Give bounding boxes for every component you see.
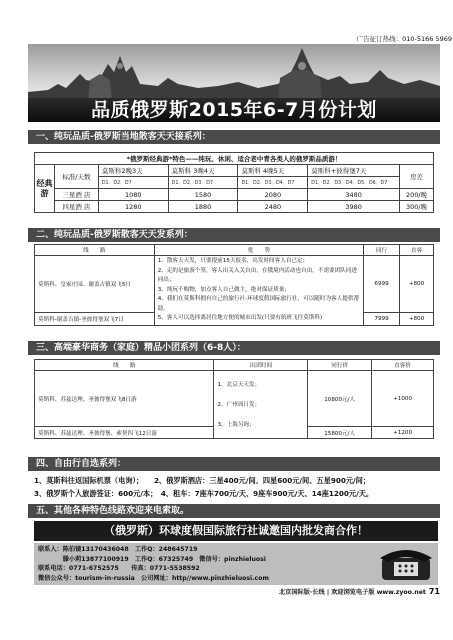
room-diff-cell: 300/晚	[400, 201, 434, 213]
departure-item: 3、上海另询；	[217, 421, 255, 428]
departure-item: 2、广州周日发；	[217, 401, 261, 408]
ad-hotline: 广告征订热线：010-5166 5969	[356, 35, 452, 43]
route-name: 莫斯科-谢盖吉镇-圣彼得堡双飞7日	[35, 312, 155, 325]
contact-line: 滕小莉13877100919 工作Q：67325749 微信号：pinzhieluosi	[38, 555, 266, 563]
header-departure: 出团时间	[214, 360, 308, 371]
daily-departure-table	[34, 244, 434, 326]
direct-price: +1200	[372, 427, 434, 439]
col-msk-4d: 莫斯科 3晚4天	[168, 165, 238, 177]
direct-price: +800	[400, 312, 434, 325]
price-cell: 1580	[168, 189, 238, 201]
price-cell: 3480	[308, 189, 400, 201]
days-5d: D1、D2、D3、D4、D7	[238, 177, 308, 189]
table-row	[35, 201, 434, 213]
price-cell: 2080	[238, 189, 308, 201]
advantage-item: 3、纯玩不购物，加点客人自己做主，绝对保证质量；	[157, 286, 290, 293]
list-item: 3、俄罗斯个人旅游签证：600元/本； 4、租车：7座车700元/天、9座车900元/天、14座1200元/天。	[34, 489, 374, 498]
room-diff-cell: 200/晚	[400, 189, 434, 201]
banner-title: 品质俄罗斯2015年6-7月份计划	[28, 98, 440, 122]
departure-times	[214, 371, 308, 439]
price-cell: 2480	[238, 201, 308, 213]
hotel-standard: 四星酒 店	[54, 201, 98, 213]
peer-price: 15800元/人	[308, 427, 372, 439]
table-row	[35, 189, 434, 201]
header-direct: 直客价	[372, 360, 434, 371]
self-service-list	[34, 474, 438, 500]
peer-price: 7999	[364, 312, 400, 325]
days-7d: D1、D2、D3、D4、D5、D6、D7	[308, 177, 400, 189]
col-msk-spb-7d: 莫斯科+彼得堡7天	[308, 165, 400, 177]
col-msk-5d: 莫斯科 4晚5天	[238, 165, 308, 177]
premium-group-table	[34, 359, 434, 439]
telephone-icon	[378, 546, 434, 582]
header-route: 线 路	[35, 360, 214, 371]
section-5-title: 五、其他各种特色线路欢迎来电索取。	[28, 504, 440, 518]
peer-price: 6999	[364, 256, 400, 313]
header-peer: 同行价	[308, 360, 372, 371]
page-footer	[200, 587, 440, 596]
header-route: 线 路	[35, 245, 155, 256]
days-3d: D1、D2、D7	[98, 177, 168, 189]
section-1-title: 一、纯玩品质-俄罗斯当地散客天天接系列：	[28, 130, 440, 144]
contact-line: 联系电话：0771-6752575 传真：0771-5538592	[38, 565, 200, 572]
section-2-title: 二、纯玩品质-俄罗斯散客天天发系列：	[28, 228, 440, 242]
section-4-title: 四、自由行自选系列：	[28, 457, 440, 471]
banner	[28, 44, 440, 122]
peer-price: 10800元/人	[308, 371, 372, 427]
contact-lines	[38, 545, 269, 583]
departure-item: 1、北京天天发；	[217, 381, 261, 388]
direct-price: +1000	[372, 371, 434, 427]
advantage-item: 5、客人可以选择离居住地方便的城市出发(只要有航班飞往莫斯科)	[157, 315, 323, 321]
price-cell: 1280	[98, 201, 168, 213]
page-number: 71	[428, 587, 440, 596]
direct-price: +800	[400, 256, 434, 313]
list-item: 1、莫斯科往返国际机票（电询）； 2、俄罗斯酒店：三星400元/间、四星600元/间、五星900元/间；	[34, 476, 371, 485]
days-4d: D1、D2、D3、D7	[168, 177, 238, 189]
contact-box	[34, 543, 438, 585]
classic-tour-note-row: *俄罗斯经典游*特色——纯玩、休闲、适合老中青各类人的俄罗斯品质游！	[35, 153, 434, 165]
col-msk-3d: 莫斯科2晚3天	[98, 165, 168, 177]
route-name: 莫斯科、苏兹达理、圣彼得堡、索契四飞12日游	[35, 427, 214, 439]
advantage-item: 4、我们在莫斯科拥有自己的旅行社-环球度假国际旅行社，可以随时为客人提供帮助。	[157, 296, 360, 312]
section-3-title: 三、高端豪华商务（家庭）精品小团系列（6-8人）：	[28, 341, 440, 355]
col-standard: 标准/天数	[54, 165, 98, 189]
advantage-item: 2、走的是旅游个签，客人出关入关自由，在俄境内活动也自由，不需要团队同进同出；	[157, 267, 358, 283]
route-name: 莫斯科、苏兹达理、圣彼得堡双飞8日游	[35, 371, 214, 427]
classic-tour-grid	[34, 152, 434, 213]
price-cell: 1080	[98, 189, 168, 201]
classic-side: 经典游	[35, 165, 55, 213]
contact-line: 微信公众号：tourism-in-russia 公司网址：http//www.pinzhieluosi.com	[38, 574, 269, 582]
header-peer: 同行	[364, 245, 400, 256]
route-name: 莫斯科、皇家庄园、谢盖吉镇双飞5日	[35, 256, 155, 313]
advantage-item: 1、散客天天发，只要提前15天报名，出发时间客人自己定；	[157, 258, 309, 264]
cooperation-banner: （俄罗斯）环球度假国际旅行社诚邀国内批发商合作！	[34, 521, 438, 541]
footer-text: 北京国际版·长线 | 欢迎浏览电子版 www.zyoo.net	[279, 589, 426, 596]
header-advantage: 优 势	[154, 245, 363, 256]
price-cell: 3980	[308, 201, 400, 213]
price-cell: 1880	[168, 201, 238, 213]
hotel-standard: 三星酒 店	[54, 189, 98, 201]
contact-line: 联系人：陈伯镜13170436048 工作Q：248645719	[38, 546, 198, 553]
advantages-list	[154, 256, 363, 326]
header-direct: 直客	[400, 245, 434, 256]
col-room-diff: 房差	[400, 165, 434, 189]
